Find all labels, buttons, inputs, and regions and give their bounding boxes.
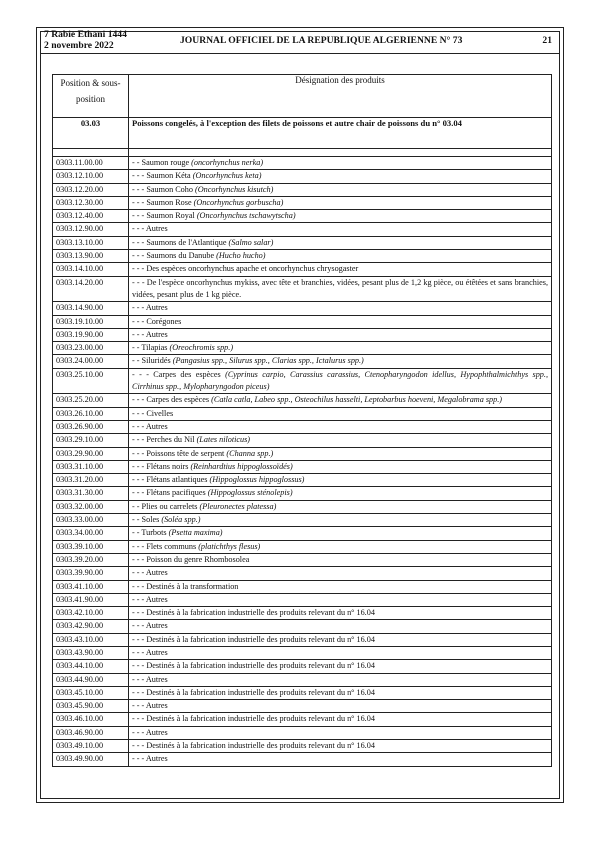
journal-title: JOURNAL OFFICIEL DE LA REPUBLIQUE ALGERIENNE N° 73 [180,35,463,46]
row-code: 0303.29.10.00 [53,434,129,447]
row-code: 0303.41.90.00 [53,593,129,606]
scientific-name: (Oncorhynchus gorbuscha) [193,197,284,207]
row-code: 0303.43.10.00 [53,633,129,646]
designation-text: - - - Saumons de l'Atlantique [132,237,229,247]
row-code: 0303.42.90.00 [53,620,129,633]
row-designation [129,740,552,753]
designation-text: - - - Flétans atlantiques [132,475,210,485]
designation-text: - - - Flets communs [132,541,199,551]
scientific-name: (Pleuronectes platessa) [199,501,277,511]
row-code: 0303.19.90.00 [53,328,129,341]
row-designation [129,210,552,223]
row-code: 0303.25.10.00 [53,368,129,394]
scientific-name: (Hippoglossus sténolepis) [207,488,293,498]
scientific-name: (Oncorhynchus tschawytscha) [196,211,296,221]
row-designation [129,753,552,766]
row-code: 0303.32.00.00 [53,500,129,513]
designation-text: - - - Saumon Rose [132,197,194,207]
row-designation [129,355,552,368]
table-row [53,355,552,368]
row-designation [129,328,552,341]
designation-text: - - - Poisson du genre Rhombosolea [132,554,250,564]
row-designation [129,713,552,726]
row-designation [129,434,552,447]
designation-text: - - - Poissons tête de serpent [132,448,227,458]
table-row [53,500,552,513]
heading-code: 03.03 [53,118,129,149]
scientific-name: (Psetta maxima) [168,528,223,538]
table-row [53,420,552,433]
scientific-name: (Lates niloticus) [196,435,251,445]
row-code: 0303.44.10.00 [53,660,129,673]
row-code: 0303.45.10.00 [53,686,129,699]
row-designation [129,700,552,713]
designation-text: - - - Corégones [132,316,182,326]
designation-text: - - - Destinés à la fabrication industrielle des produits relevant du n° 16.04 [132,661,375,671]
row-designation [129,540,552,553]
page-header [40,29,560,54]
row-code: 0303.19.10.00 [53,315,129,328]
tariff-table [52,74,552,767]
table-row [53,328,552,341]
table-row [53,633,552,646]
heading-row [53,118,552,149]
designation-text: - - - Autres [132,754,168,764]
row-code: 0303.41.10.00 [53,580,129,593]
designation-text: - - - Autres [132,674,168,684]
row-code: 0303.39.10.00 [53,540,129,553]
table-row [53,607,552,620]
scientific-name: (Pangasius spp., Silurus spp., Clarias spp., Ictalurus spp.) [172,356,364,366]
table-row [53,726,552,739]
row-designation [129,157,552,170]
table-row [53,394,552,407]
table-row [53,276,552,302]
table-row [53,474,552,487]
table-row [53,753,552,766]
table-row [53,487,552,500]
row-designation [129,567,552,580]
row-code: 0303.25.20.00 [53,394,129,407]
scientific-name: (Reinhardtius hippoglossoïdés) [190,461,293,471]
designation-text: - - - Destinés à la fabrication industrielle des produits relevant du n° 16.04 [132,634,375,644]
table-row [53,580,552,593]
table-row [53,196,552,209]
table-header-row [53,75,552,118]
header-date [44,29,127,51]
row-designation [129,276,552,302]
row-code: 0303.26.90.00 [53,420,129,433]
row-designation [129,407,552,420]
table-row [53,700,552,713]
row-code: 0303.12.90.00 [53,223,129,236]
row-designation [129,553,552,566]
table-row [53,514,552,527]
row-designation [129,342,552,355]
table-row [53,368,552,394]
designation-text: - - - Destinés à la fabrication industrielle des produits relevant du n° 16.04 [132,687,375,697]
scientific-name: (Hucho hucho) [216,251,266,261]
designation-text: - - - Autres [132,594,168,604]
row-code: 0303.12.30.00 [53,196,129,209]
table-row [53,157,552,170]
row-code: 0303.46.90.00 [53,726,129,739]
row-designation [129,460,552,473]
row-designation [129,726,552,739]
designation-text: - - - Saumon Kéta [132,171,193,181]
designation-text: - - - Autres [132,647,168,657]
table-row [53,210,552,223]
row-designation [129,620,552,633]
page-number: 21 [542,35,552,46]
row-designation [129,660,552,673]
designation-text: - - - Autres [132,701,168,711]
row-code: 0303.11.00.00 [53,157,129,170]
table-row [53,342,552,355]
designation-text: - - - Autres [132,568,168,578]
scientific-name: (Oncorhynchus keta) [192,171,262,181]
scientific-name: (Catla catla, Labeo spp., Osteochilus hasselti, Leptobarbus hoeveni, Megalobrama spp.) [211,395,502,405]
row-designation [129,633,552,646]
row-code: 0303.34.00.00 [53,527,129,540]
row-designation [129,263,552,276]
row-designation [129,500,552,513]
row-code: 0303.13.90.00 [53,250,129,263]
designation-text: - - - Carpes des espèces [132,369,226,379]
scientific-name: (Hippoglossus hippoglossus) [209,475,305,485]
scientific-name: (oncorhynchus nerka) [191,158,264,167]
designation-text: - - Soles [132,515,162,525]
designation-text: - - - Autres [132,224,168,234]
table-row [53,407,552,420]
row-code: 0303.12.20.00 [53,183,129,196]
designation-text: - - - Autres [132,727,168,737]
row-designation [129,514,552,527]
table-row [53,593,552,606]
row-code: 0303.33.00.00 [53,514,129,527]
row-designation [129,183,552,196]
row-code: 0303.44.90.00 [53,673,129,686]
designation-text: - - Tilapias [132,343,170,353]
row-code: 0303.24.00.00 [53,355,129,368]
table-row [53,527,552,540]
designation-text: - - Siluridés [132,356,173,366]
designation-text: - - - Destinés à la fabrication industrielle des produits relevant du n° 16.04 [132,741,375,751]
table-row [53,434,552,447]
row-code: 0303.39.90.00 [53,567,129,580]
row-code: 0303.26.10.00 [53,407,129,420]
row-designation [129,420,552,433]
column-header-position: Position & sous-position [53,75,129,118]
designation-text: - - - Saumon Coho [132,184,195,194]
table-row [53,223,552,236]
designation-text: - - - Autres [132,329,168,339]
table-row [53,567,552,580]
scientific-name: (Channa spp.) [226,448,274,458]
designation-text: - - - De l'espèce oncorhynchus mykiss, avec tête et branchies, vidées, pesant plus de 1,2 kg pièce, ou étêtées et sans branchies, vidées, pesant plus de 1 kg pièce. [132,277,548,299]
row-code: 0303.14.20.00 [53,276,129,302]
table-row [53,236,552,249]
row-code: 0303.13.10.00 [53,236,129,249]
row-designation [129,236,552,249]
row-designation [129,673,552,686]
row-designation [129,447,552,460]
column-header-designation: Désignation des produits [129,75,552,118]
table-row [53,250,552,263]
row-designation [129,607,552,620]
row-code: 0303.31.20.00 [53,474,129,487]
row-designation [129,250,552,263]
row-code: 0303.43.90.00 [53,646,129,659]
row-designation [129,487,552,500]
row-code: 0303.49.10.00 [53,740,129,753]
row-code: 0303.46.10.00 [53,713,129,726]
scientific-name: (platichthys flesus) [198,541,261,551]
table-row [53,315,552,328]
table-row [53,740,552,753]
table-row [53,460,552,473]
table-row [53,170,552,183]
row-designation [129,302,552,315]
table-row [53,263,552,276]
designation-text: - - - Flétans pacifiques [132,488,208,498]
row-designation [129,593,552,606]
designation-text: - - - Destinés à la fabrication industrielle des produits relevant du n° 16.04 [132,714,375,724]
table-row [53,183,552,196]
row-designation [129,474,552,487]
table-row [53,673,552,686]
row-code: 0303.31.10.00 [53,460,129,473]
designation-text: - - - Flétans noirs [132,461,191,471]
table-row [53,620,552,633]
row-code: 0303.42.10.00 [53,607,129,620]
designation-text: - - - Autres [132,421,168,431]
table-row [53,540,552,553]
table-body [53,118,552,767]
row-designation [129,686,552,699]
designation-text: - - - Des espèces oncorhynchus apache et oncorhynchus chrysogaster [132,264,359,274]
row-designation [129,527,552,540]
scientific-name: (Cyprinus carpio, Carassius carassius, Ctenopharyngodon idellus, Hypophthalmichthys spp., Cirrhinus spp., Mylopharyngodon piceus) [132,369,548,392]
scientific-name: (Soléa spp.) [161,515,201,525]
row-designation [129,223,552,236]
table-row [53,713,552,726]
designation-text: - - - Autres [132,621,168,631]
designation-text: - - - Autres [132,303,168,313]
designation-text: - - - Destinés à la fabrication industrielle des produits relevant du n° 16.04 [132,608,375,618]
row-designation [129,580,552,593]
row-designation [129,394,552,407]
table-row [53,686,552,699]
designation-text: - - - Destinés à la transformation [132,581,239,591]
designation-text: - - - Civelles [132,408,174,418]
row-code: 0303.31.30.00 [53,487,129,500]
table-row [53,302,552,315]
spacer-row [53,149,552,157]
designation-text: - - - Saumon Royal [132,211,197,221]
table-row [53,660,552,673]
scientific-name: (Oreochromis spp.) [169,343,234,353]
row-code: 0303.14.90.00 [53,302,129,315]
row-code: 0303.23.00.00 [53,342,129,355]
designation-text: - - Saumon rouge [132,158,192,167]
scientific-name: (Salmo salar) [228,237,274,247]
row-code: 0303.14.10.00 [53,263,129,276]
row-designation [129,196,552,209]
table-row [53,447,552,460]
row-code: 0303.12.10.00 [53,170,129,183]
designation-text: - - - Saumons du Danube [132,251,217,261]
header-date-hijri: 7 Rabie Ethani 1444 [44,29,127,40]
table-row [53,646,552,659]
row-designation [129,315,552,328]
designation-text: - - Turbots [132,528,169,538]
designation-text: - - Plies ou carrelets [132,501,200,511]
row-code: 0303.29.90.00 [53,447,129,460]
heading-label: Poissons congelés, à l'exception des filets de poissons et autre chair de poissons du n° 03.04 [129,118,552,149]
row-designation [129,170,552,183]
row-code: 0303.39.20.00 [53,553,129,566]
row-designation [129,368,552,394]
row-designation [129,646,552,659]
header-date-gregorian: 2 novembre 2022 [44,40,114,51]
table-row [53,553,552,566]
designation-text: - - - Perches du Nil [132,435,197,445]
row-code: 0303.12.40.00 [53,210,129,223]
row-code: 0303.45.90.00 [53,700,129,713]
scientific-name: (Oncorhynchus kisutch) [195,184,274,194]
designation-text: - - - Carpes des espèces [132,395,212,405]
row-code: 0303.49.90.00 [53,753,129,766]
